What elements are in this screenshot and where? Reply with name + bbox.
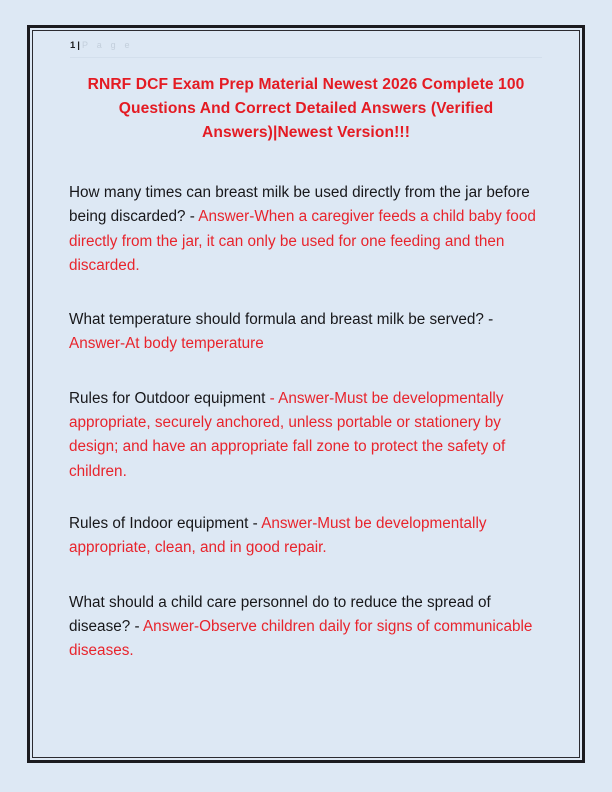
answer-text: Answer-Observe children daily for signs of communicable diseases. [69,617,533,660]
qa-item [69,308,539,357]
answer-text: Answer-Must be developmentally appropriate, securely anchored, unless portable or stationery by design; and have an appropriate fall zone to protect the safety of children. [69,389,506,480]
qa-item [69,387,539,484]
answer-text: Answer-When a caregiver feeds a child baby food directly from the jar, it can only be used for one feeding and then discarded. [69,208,536,274]
answer-text: Answer-At body temperature [69,335,264,353]
page-header-label: P a g e [81,40,133,50]
qa-item [69,512,539,561]
qa-dash: - [483,311,494,329]
question-text: Rules of Indoor equipment [69,514,249,532]
page-running-header [70,38,542,58]
header-divider [70,57,542,58]
qa-item [69,591,539,664]
qa-dash: - [185,208,199,226]
qa-dash: - [265,389,279,407]
qa-dash: - [130,617,143,635]
answer-text: Answer-Must be developmentally appropriate, clean, and in good repair. [69,514,487,557]
question-text: Rules for Outdoor equipment [69,389,266,407]
qa-dash: - [248,514,262,532]
qa-item [69,181,539,278]
page-content-area [38,36,574,752]
question-text: How many times can breast milk be used directly from the jar before being discarded? [69,184,530,226]
document-title: RNRF DCF Exam Prep Material Newest 2026 Complete 100 Questions And Correct Detailed Answers (Verified Answers)|Newest Version!!! [87,76,525,141]
question-text: What temperature should formula and breast milk be served? [69,311,484,329]
page-number: 1 [70,40,76,51]
qa-list [69,181,539,693]
question-text: What should a child care personnel do to reduce the spread of disease? [69,593,491,635]
page-header-separator: | [77,40,80,51]
